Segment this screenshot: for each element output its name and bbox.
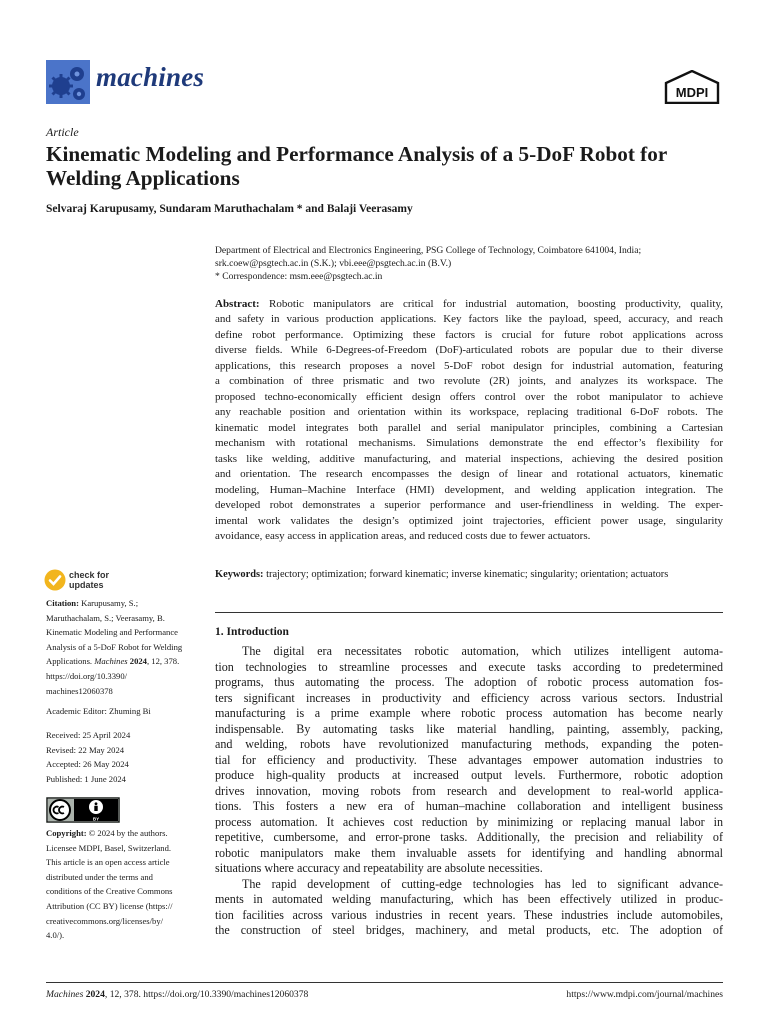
intro-line: indispensable. By automating tasks like material handling, painting, assembly, packing, <box>215 721 723 736</box>
intro-line: ters significant increases in productivity and efficiency across various sectors. Industrial <box>215 690 723 705</box>
author-list: Selvaraj Karupusamy, Sundaram Maruthachalam * and Balaji Veerasamy <box>46 203 413 215</box>
article-type: Article <box>46 125 79 139</box>
check-for-updates-label: check for updates <box>69 570 110 590</box>
correspondence-line: * Correspondence: msm.eee@psgtech.ac.in <box>215 271 383 282</box>
intro-line: The digital era necessitates robotic automation, which utilizes intelligent automa- <box>242 644 723 658</box>
intro-line: The rapid development of cutting-edge technologies has led to significant advance- <box>242 876 723 891</box>
intro-line: tial for efficiency and productivity. These advantages empower automation industries to <box>215 752 723 767</box>
intro-line: situations where accuracy and repeatability are absolute necessities. <box>215 861 543 875</box>
journal-gears-logo-icon <box>46 60 90 104</box>
affiliation-line: Department of Electrical and Electronics Engineering, PSG College of Technology, Coimbatore 641004, India; <box>215 245 642 256</box>
footer-citation: Machines 2024, 12, 378. https://doi.org/10.3390/machines12060378 <box>46 989 309 1000</box>
abstract-line: a combination of three prismatic and two revolute (2R) joints, and analyzes its workspace. The <box>215 375 723 387</box>
check-for-updates-icon <box>44 569 66 591</box>
abstract-line: mechanism with rotational mechanisms. Simulations demonstrate the end effector’s flexibility for <box>215 437 723 449</box>
citation-doi-link-cont[interactable]: machines12060378 <box>46 685 113 696</box>
check-for-updates-button[interactable] <box>44 567 116 593</box>
abstract-line: kinematic model integrates both parallel and serial manipulator principles, combining a Cartesian <box>215 422 723 434</box>
intro-line: and welding, robots have revolutionized manufacturing methods, expanding the poten- <box>215 737 723 751</box>
article-title: Kinematic Modeling and Performance Analysis of a 5-DoF Robot for Welding Applications <box>46 142 667 190</box>
citation-label: Citation: <box>46 598 79 608</box>
citation-block: Citation: Karupusamy, S.; Maruthachalam, S.; Veerasamy, B. Kinematic Modeling and Performance Analysis of a 5-DoF Robot for Welding Applications. Machines 2024, 12, 378. https://doi.org/10.3390/ machines12060378 <box>46 596 196 698</box>
abstract-line: imental work validates the design’s optimized joint trajectories, efficient power usage, singularity <box>215 515 723 527</box>
footer-divider <box>46 982 723 983</box>
intro-line: the construction of steel bridges, machinery, and metal products, etc. The adoption of <box>215 923 723 937</box>
intro-line: manufacturing is a prime example where robotic process automation has become nearly <box>215 706 723 720</box>
abstract-line: and safety in various production applications. Key factors like the payload, speed, accuracy, and reach <box>215 313 723 325</box>
intro-line: robotic manipulators make them invaluable assets for identifying and handling abnormal <box>215 845 723 860</box>
academic-editor: Academic Editor: Zhuming Bi <box>46 706 151 716</box>
abstract-line: Abstract: Robotic manipulators are critical for industrial automation, boosting productivity, quality, <box>215 298 724 310</box>
copyright-block: Copyright: © 2024 by the authors. Licensee MDPI, Basel, Switzerland. This article is an open access article distributed under the terms and conditions of the Creative Commons Attribution (CC BY) license (https:// creativecommons.org/licenses/by/ 4.0/). <box>46 828 173 941</box>
intro-line: tion technologies to streamline processes and execute tasks according to predetermined <box>215 659 723 674</box>
journal-name: machines <box>96 62 205 92</box>
section-divider <box>215 612 723 613</box>
abstract-line: developed robot demonstrates a superior performance and user-friendliness in welding. The exper- <box>215 499 723 511</box>
abstract-line: avoidance, easy access in application areas, and reduced costs due to fewer actuators. <box>215 530 591 542</box>
revised-date: Revised: 22 May 2024 <box>46 744 125 755</box>
abstract-line: modeling, Human–Machine Interface (HMI) development, and welding application integration. The <box>215 484 723 496</box>
intro-line: process automation. It achieves cost reduction by minimizing or replacing manual labor in <box>215 814 723 829</box>
keywords <box>215 567 723 582</box>
abstract-line: proposed techno-economically efficient design offers control over the robot manipulator to achieve <box>215 391 723 403</box>
section-heading: 1. Introduction <box>215 626 289 638</box>
affiliation-emails: srk.coew@psgtech.ac.in (S.K.); vbi.eee@psgtech.ac.in (B.V.) <box>215 258 452 269</box>
mdpi-logo-icon <box>664 70 720 104</box>
abstract-line: diverse fields. While 6-Degrees-of-Freedom (DoF)-articulated robots are popular due to their diverse <box>215 344 723 356</box>
keywords-text: trajectory; optimization; forward kinematic; inverse kinematic; singularity; orientation; actuators <box>266 569 669 580</box>
intro-line: repetitive, cumbersome, and error-prone tasks. Additionally, the precision and reliability of <box>215 830 723 844</box>
intro-line: produce high-quality products at increased output levels. Furthermore, robotic adoption <box>215 768 723 782</box>
accepted-date: Accepted: 26 May 2024 <box>46 759 129 770</box>
footer-journal-link[interactable]: https://www.mdpi.com/journal/machines <box>566 989 723 1000</box>
published-date: Published: 1 June 2024 <box>46 773 126 784</box>
abstract-line: and orientation. The research encompasses the design of linear and rotational actuators, kinematic <box>215 468 723 480</box>
copyright-label: Copyright: <box>46 828 87 838</box>
mdpi-logo-text: MDPI <box>675 85 709 100</box>
cc-by-license-icon[interactable] <box>46 797 120 823</box>
abstract-line: define robot performance. Optimizing these factors is crucial for future robot applications across <box>215 329 723 341</box>
svg-text:BY: BY <box>92 816 100 822</box>
date-list <box>46 728 196 786</box>
received-date: Received: 25 April 2024 <box>46 730 131 740</box>
intro-line: programs, thus automating the process. The adoption of robotic process automation fos- <box>215 675 723 689</box>
abstract-label: Abstract: <box>215 298 260 310</box>
intro-line: tion facilities across various industries in recent years. These industries include automobiles, <box>215 907 723 922</box>
intro-line: tions. This fosters a new era of human–machine collaboration and intelligent business <box>215 799 723 813</box>
abstract-line: tasks like welding, additive manufacturing, and material inspections, achieving the desired position <box>215 453 723 465</box>
intro-line: drives innovation, moving robots from research and development to real-world applica- <box>215 783 723 798</box>
keywords-label: Keywords: <box>215 569 264 580</box>
abstract-line: any reachable position and orientation within its workspace, replacing traditional 6-DoF robots. The <box>215 406 723 418</box>
abstract-line: applications, this research proposes a novel 5-DoF robot design for industrial automation, featuring <box>215 360 723 372</box>
intro-line: ments in automated welding manufacturing, which has been effectively utilized in produc- <box>215 892 723 906</box>
citation-doi-link[interactable]: https://doi.org/10.3390/ <box>46 670 128 681</box>
